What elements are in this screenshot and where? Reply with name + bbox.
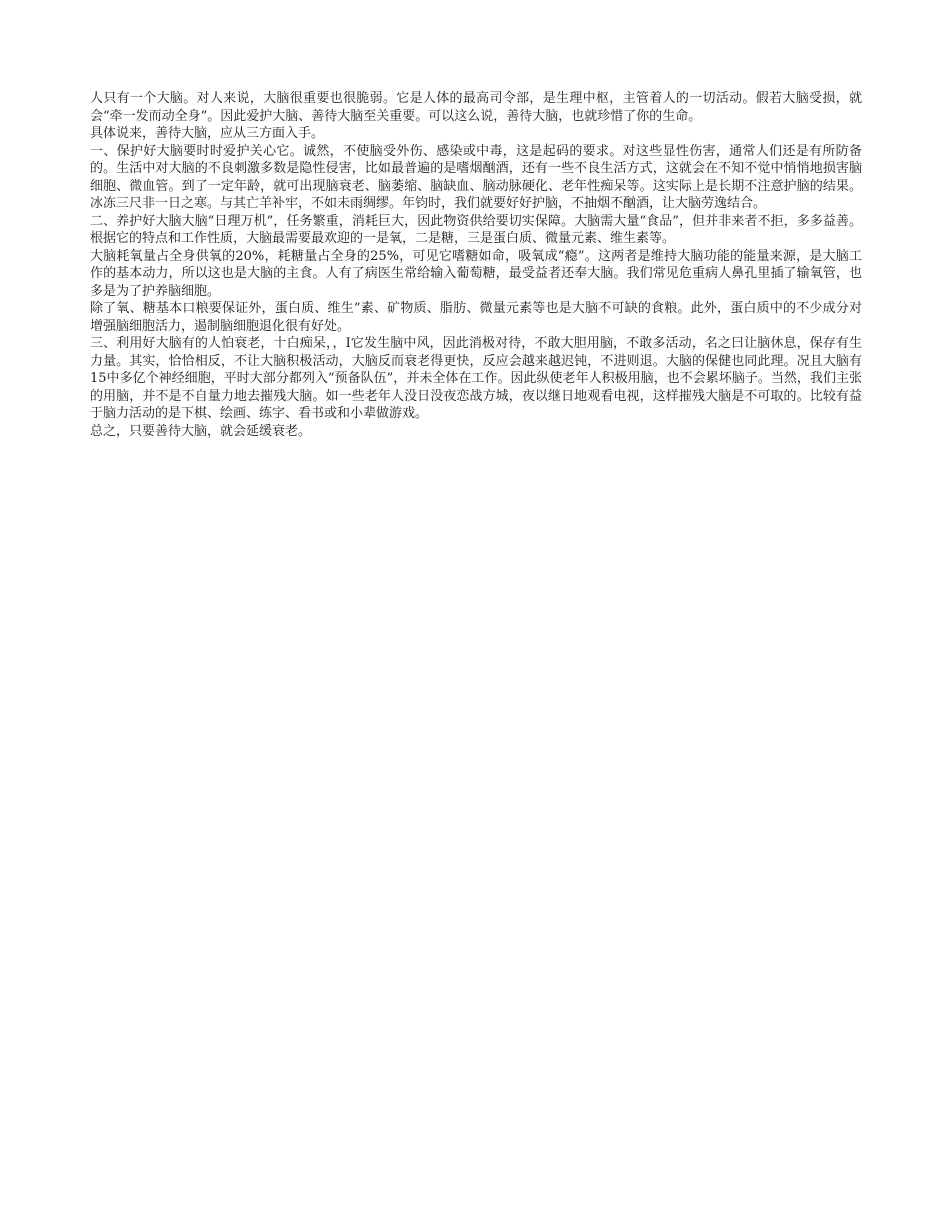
paragraph-overview: 具体说来，善待大脑，应从三方面入手。 <box>90 126 325 141</box>
paragraph-use: 三、利用好大脑有的人怕衰老，十白痴呆，，I它发生脑中风，因此消极对待，不敢大胆用脑，不敢多活动，名之曰让脑休息，保存有生力量。其实，恰恰相反，不让大脑积极活动，大脑反而衰老得更快，反应会越来越迟钝，不进则退。大脑的保健也同此理。况且大脑有15中多亿个神经细胞，平时大部分都列入“预备队伍”，并未全体在工作。因此纵使老年人积极用脑，也不会累坏脑子。当然，我们主张的用脑，并不是不自量力地去摧残大脑。如一些老年人没日没夜恋战方城，夜以继日地观看电视，这样摧残大脑是不可取的。比较有益于脑力活动的是下棋、绘画、练字、看书或和小辈做游戏。 <box>90 336 862 421</box>
article-body <box>90 90 862 440</box>
paragraph-nutrients: 除了氧、糖基本口粮要保证外，蛋白质、维生”素、矿物质、脂肪、微量元素等也是大脑不可缺的食粮。此外，蛋白质中的不少成分对增强脑细胞活力，遏制脑细胞退化很有好处。 <box>90 301 862 334</box>
paragraph-oxygen-sugar: 大脑耗氧量占全身供氧的20%，耗糖量占全身的25%，可见它嗜糖如命，吸氧成“瘾”。这两者是维持大脑功能的能量来源，是大脑工作的基本动力，所以这也是大脑的主食。人有了病医生常给输入葡萄糖，最受益者还奉大脑。我们常见危重病人鼻孔里插了输氧管，也多是为了护养脑细胞。 <box>90 248 862 299</box>
paragraph-protect: 一、保护好大脑要时时爱护关心它。诚然，不使脑受外伤、感染或中毒，这是起码的要求。对这些显性伤害，通常人们还是有所防备的。生活中对大脑的不良刺激多数是隐性侵害，比如最普遍的是嗜烟酗酒，还有一些不良生活方式，这就会在不知不觉中悄悄地损害脑细胞、微血管。到了一定年龄，就可出现脑衰老、脑萎缩、脑缺血、脑动脉硬化、老年性痴呆等。这实际上是长期不注意护脑的结果。冰冻三尺非一日之寒。与其亡羊补牢，不如未雨绸缪。年钧时，我们就要好好护脑，不抽烟不酗酒，让大脑劳逸结合。 <box>90 143 862 211</box>
paragraph-conclusion: 总之，只要善待大脑，就会延缓衰老。 <box>90 423 312 439</box>
paragraph-intro: 人只有一个大脑。对人来说，大脑很重要也很脆弱。它是人体的最高司令部，是生理中枢，主管着人的一切活动。假若大脑受损，就会“牵一发而动全身”。因此爱护大脑、善待大脑至关重要。可以这么说，善待大脑，也就珍惜了你的生命。 <box>90 91 862 124</box>
paragraph-nourish: 二、养护好大脑大脑“日理万机”，任务繁重，消耗巨大，因此物资供给要切实保障。大脑需大量“食品”，但并非来者不拒，多多益善。根据它的特点和工作性质，大脑最需要最欢迎的一是氧，二是糖，三是蛋白质、微量元素、维生素等。 <box>90 213 862 246</box>
